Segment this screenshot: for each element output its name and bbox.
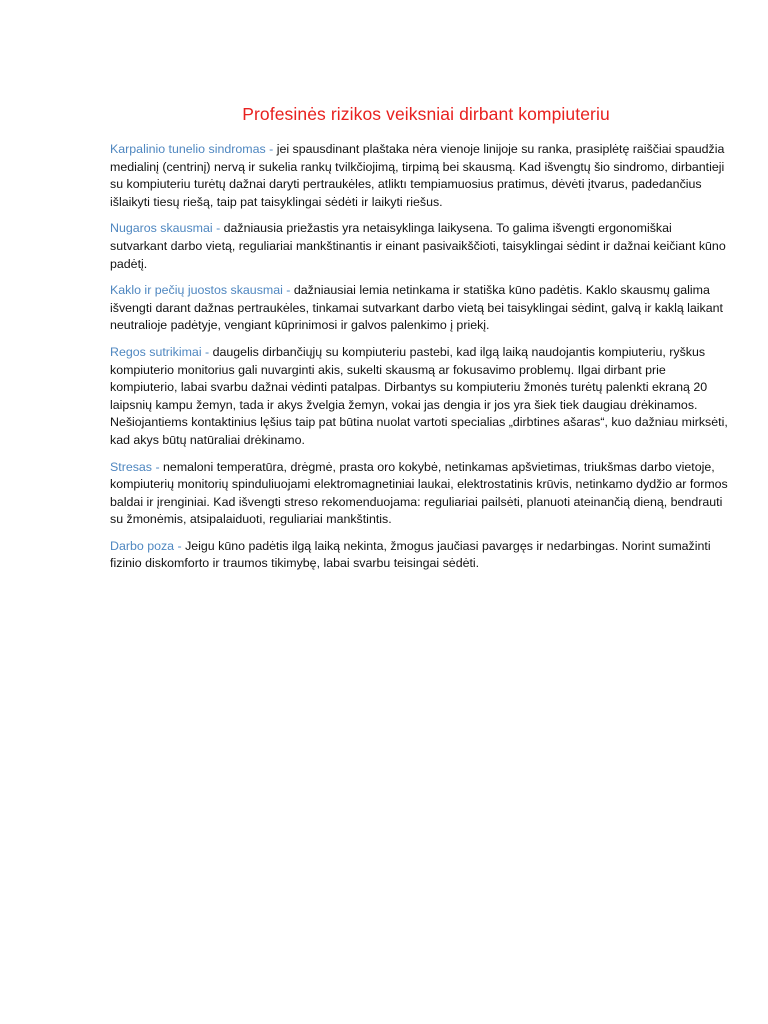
section-stresas — [110, 459, 732, 529]
section-text: dažniausia priežastis yra netaisyklinga laikysena. To galima išvengti ergonomiškai sutvarkant darbo vietą, reguliariai mankštinantis ir einant pasivaikščioti, taisyklingai sėdint ir dažnai keičiant kūno padėtį. — [110, 221, 726, 271]
section-separator: - — [152, 459, 164, 474]
section-heading: Darbo poza — [110, 538, 175, 553]
section-heading: Regos sutrikimai — [110, 344, 202, 359]
section-text: daugelis dirbančiųjų su kompiuteriu pastebi, kad ilgą laiką naudojantis kompiuteriu, ryškus kompiuterio monitorius gali nuvarginti akis, sukelti skausmą ar fokusavimo problemų. Ilgai dirbant prie kompiuterio, labai svarbu dažnai vėdinti patalpas. Dirbantys su kompiuteriu žmonės turėtų palenkti ekraną 20 laipsnių kampu žemyn, tada ir akys žvelgia žemyn, vokai jas dengia ir jos yra šiek tiek daugiau drėkinamos. Nešiojantiems kontaktinius lęšius taip pat būtina nuolat vartoti specialias „dirbtines ašaras“, kuo dažniau mirksėti, kad akys būtų natūraliai drėkinamo. — [110, 344, 728, 447]
section-nugaros-skausmai — [110, 220, 732, 273]
section-regos-sutrikimai — [110, 344, 732, 450]
section-darbo-poza — [110, 538, 732, 573]
section-separator: - — [212, 221, 224, 236]
section-separator: - — [174, 538, 186, 553]
section-heading: Nugaros skausmai — [110, 221, 213, 236]
section-heading: Kaklo ir pečių juostos skausmai — [110, 283, 283, 298]
section-separator: - — [265, 142, 277, 156]
section-kaklo-ir-peciu-juostos-skausmai — [110, 282, 732, 335]
section-text: dažniausiai lemia netinkama ir statiška kūno padėtis. Kaklo skausmų galima išvengti darant dažnas pertraukėles, tinkamai sutvarkant darbo vietą bei taisyklingai sėdint, galvą ir kaklą laikant neutralioje padėtyje, vengiant kūprinimosi ir galvos palenkimo į priekį. — [110, 283, 723, 333]
section-separator: - — [282, 283, 294, 298]
section-karpalinio-tunelio-sindromas — [110, 141, 732, 211]
section-text: Jeigu kūno padėtis ilgą laiką nekinta, žmogus jaučiasi pavargęs ir nedarbingas. Norint sumažinti fizinio diskomforto ir traumos tikimybę, labai svarbu teisingai sėdėti. — [110, 538, 711, 571]
section-separator: - — [201, 344, 213, 359]
section-heading: Stresas — [110, 459, 153, 474]
section-text: nemaloni temperatūra, drėgmė, prasta oro kokybė, netinkamas apšvietimas, triukšmas darbo vietoje, kompiuterių monitorių spinduliuojami elektromagnetiniai laukai, elektrostatinis krūvis, netinkamo dydžio ar formos baldai ir įrenginiai. Kad išvengti streso rekomenduojama: reguliariai pailsėti, planuoti ateinančią dieną, bendrauti su žmonėmis, atsipalaiduoti, reguliariai mankštintis. — [110, 459, 728, 527]
document-title: Profesinės rizikos veiksniai dirbant kompiuteriu — [242, 104, 610, 124]
document-page — [110, 104, 732, 582]
section-text: jei spausdinant plaštaka nėra vienoje linijoje su ranka, prasiplėtę raiščiai spaudžia medialinį (centrinį) nervą ir sukelia rankų tvilkčiojimą, tirpimą bei skausmą. Kad išvengtų šio sindromo, dirbantieji su kompiuteriu turėtų dažnai daryti pertraukėles, atliktı tempiamuosius pratimus, dėvėti įtvarus, padedančius išlaikyti tiesų riešą, taip pat taisyklingai sėdėti ir laikyti riešus. — [110, 142, 725, 209]
section-heading: Karpalinio tunelio sindromas — [110, 142, 266, 156]
